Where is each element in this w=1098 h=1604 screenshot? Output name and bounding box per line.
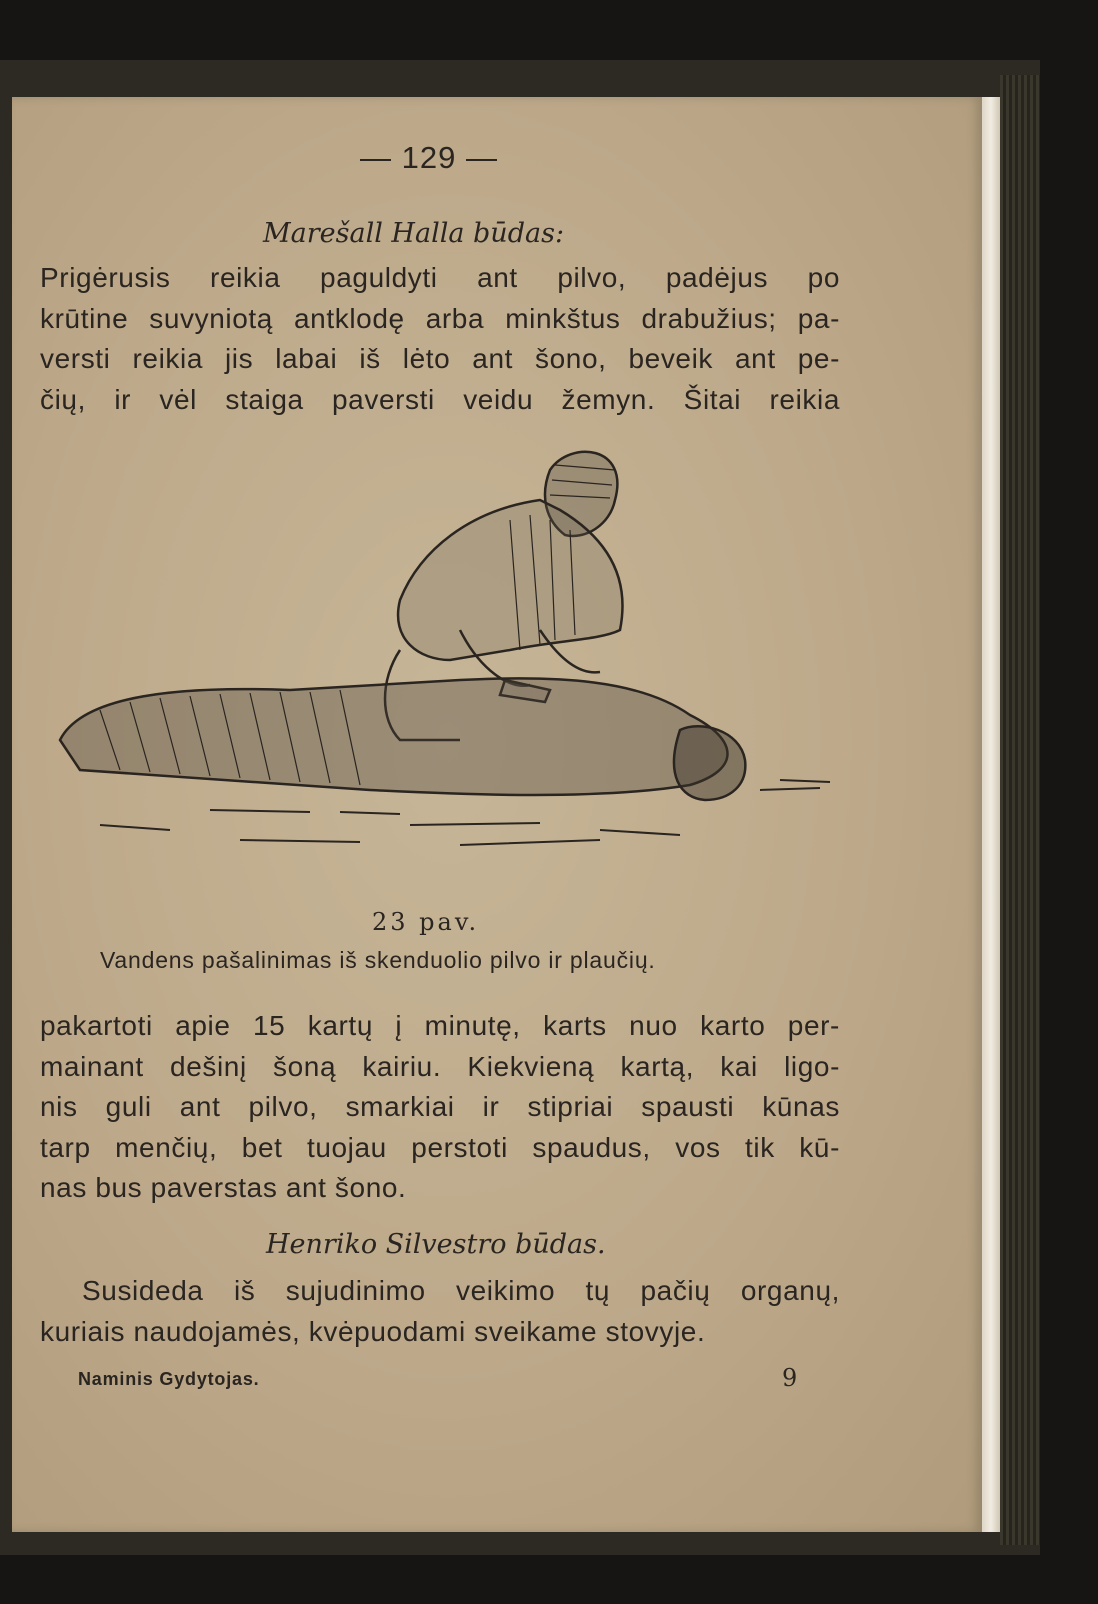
paragraph-line: čių, ir vėl staiga paversti veidu žemyn. Šitai reikia	[40, 384, 840, 415]
section-title-halla: Marešall Halla būdas:	[263, 218, 565, 249]
paragraph-line: mainant dešinį šoną kairiu. Kiekvieną kartą, kai ligo-	[40, 1051, 840, 1082]
paragraph-line: nis guli ant pilvo, smarkiai ir stipriai spausti kūnas	[40, 1091, 840, 1122]
footer-signature-number: 9	[782, 1364, 798, 1392]
paragraph-line: kuriais naudojamės, kvėpuodami sveikame stovyje.	[40, 1316, 706, 1347]
paragraph-line: tarp menčių, bet tuojau perstoti spaudus, vos tik kū-	[40, 1132, 840, 1163]
cover-edge	[1000, 75, 1040, 1545]
footer-book-title: Naminis Gydytojas.	[78, 1369, 260, 1389]
paragraph-line: versti reikia jis labai iš lėto ant šono, beveik ant pe-	[40, 343, 840, 374]
paragraph-line: Prigėrusis reikia paguldyti ant pilvo, padėjus po	[40, 262, 840, 293]
figure-label: 23 pav.	[372, 908, 480, 936]
page-number: — 129 —	[360, 140, 498, 175]
paragraph-line: Susideda iš sujudinimo veikimo tų pačių organų,	[82, 1275, 840, 1306]
drowning-rescue-illustration	[40, 440, 840, 890]
figure-caption: Vandens pašalinimas iš skenduolio pilvo ir plaučių.	[100, 947, 656, 973]
paragraph-line: krūtine suvyniotą antklodę arba minkštus drabužius; pa-	[40, 303, 840, 334]
section-title-silvestro: Henriko Silvestro būdas.	[266, 1229, 606, 1260]
page-edge	[982, 97, 1000, 1532]
paragraph-line: pakartoti apie 15 kartų į minutę, karts nuo karto per-	[40, 1010, 840, 1041]
paragraph-line: nas bus paverstas ant šono.	[40, 1172, 407, 1203]
